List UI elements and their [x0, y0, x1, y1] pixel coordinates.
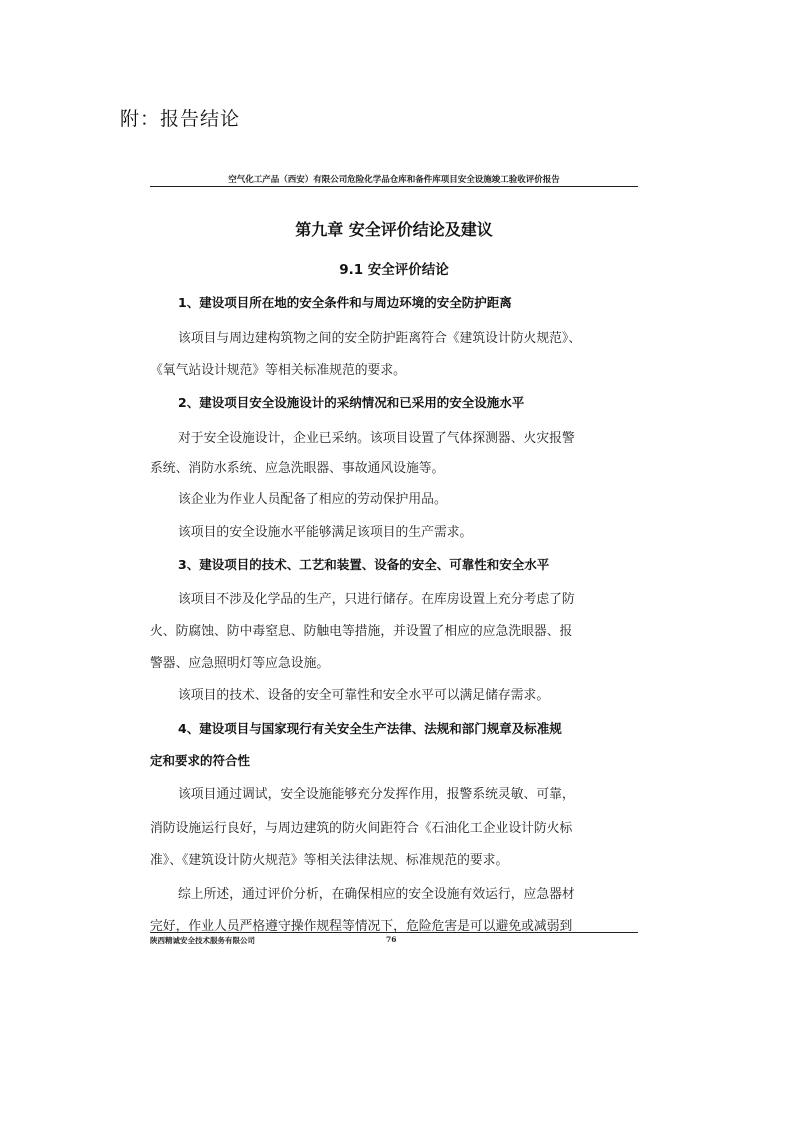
chapter-title: 第九章 安全评价结论及建议	[295, 220, 493, 239]
body-text-line: 该项目的安全设施水平能够满足该项目的生产需求。	[178, 525, 473, 540]
body-text-line: 该项目与周边建构筑物之间的安全防护距离符合《建筑设计防火规范》、	[178, 331, 582, 346]
body-text-line: 警器、应急照明灯等应急设施。	[150, 656, 330, 671]
body-text-line: 消防设施运行良好，与周边建筑的防火间距符合《石油化工企业设计防火标	[150, 821, 573, 836]
body-text-line: 《氧气站设计规范》等相关标准规范的要求。	[150, 363, 406, 378]
section-heading-line: 定和要求的符合性	[150, 753, 251, 768]
body-text-line: 该项目的技术、设备的安全可靠性和安全水平可以满足储存需求。	[178, 688, 550, 703]
footer-rule	[150, 932, 638, 933]
report-page-scan	[150, 165, 638, 955]
body-text-line: 系统、消防水系统、应急洗眼器、事故通风设施等。	[150, 461, 445, 476]
body-text-line: 准》、《建筑设计防火规范》等相关法律法规、标准规范的要求。	[150, 853, 509, 868]
body-text-line: 对于安全设施设计，企业已采纳。该项目设置了气体探测器、火灾报警	[178, 431, 575, 446]
section-heading-line: 3、建设项目的技术、工艺和装置、设备的安全、可靠性和安全水平	[178, 557, 550, 572]
body-text-line: 完好，作业人员严格遵守操作规程等情况下，危险危害是可以避免或减弱到	[150, 919, 573, 934]
body-text-line: 综上所述，通过评价分析，在确保相应的安全设施有效运行，应急器材	[178, 887, 575, 902]
header-rule	[150, 186, 638, 187]
body-text-line: 该项目通过调试，安全设施能够充分发挥作用，报警系统灵敏、可靠，	[178, 787, 575, 802]
footer-company: 陕西精诚安全技术服务有限公司	[150, 936, 255, 945]
page-number: 76	[386, 935, 397, 944]
body-text-line: 该企业为作业人员配备了相应的劳动保护用品。	[178, 492, 447, 507]
section-heading-line: 4、建设项目与国家现行有关安全生产法律、法规和部门规章及标准规	[178, 721, 562, 736]
body-text-line: 该项目不涉及化学品的生产，只进行储存。在库房设置上充分考虑了防	[178, 592, 575, 607]
attachment-title: 附：报告结论	[120, 108, 241, 130]
body-text-line: 火、防腐蚀、防中毒窒息、防触电等措施，并设置了相应的应急洗眼器、报	[150, 624, 573, 639]
section-heading-line: 1、建设项目所在地的安全条件和与周边环境的安全防护距离	[178, 295, 512, 310]
section-heading-line: 2、建设项目安全设施设计的采纳情况和已采用的安全设施水平	[178, 395, 525, 410]
section-title: 9.1 安全评价结论	[339, 262, 449, 278]
running-header: 空气化工产品（西安）有限公司危险化学品仓库和备件库项目安全设施竣工验收评价报告	[228, 175, 560, 185]
